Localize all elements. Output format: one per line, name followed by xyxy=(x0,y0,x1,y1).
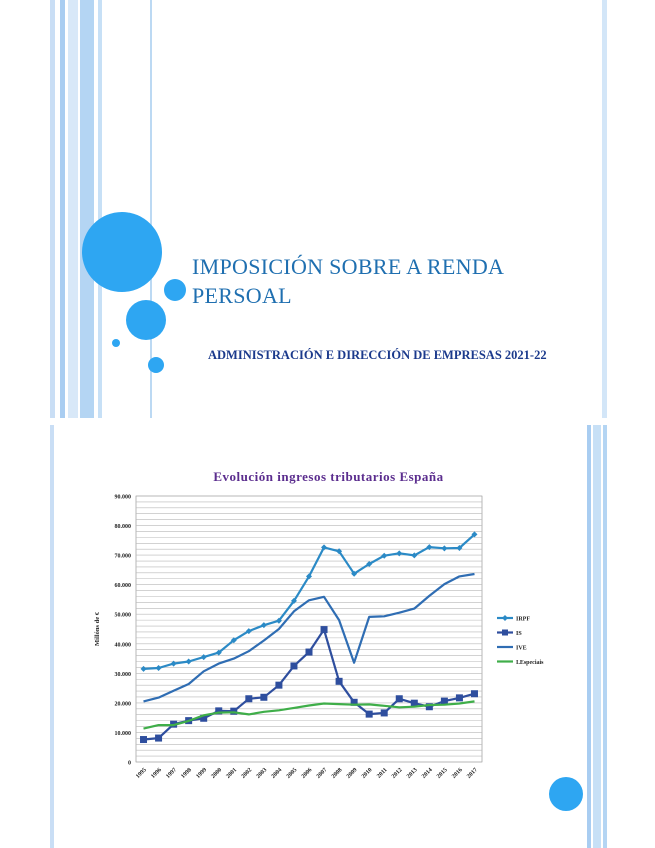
x-tick-label: 2001 xyxy=(225,767,239,780)
legend-marker xyxy=(502,615,508,621)
decor-circle xyxy=(126,300,166,340)
x-tick-label: 1995 xyxy=(135,767,148,780)
data-point xyxy=(471,690,478,697)
legend-marker xyxy=(502,630,508,636)
data-point xyxy=(155,735,162,742)
x-tick-label: 2005 xyxy=(285,767,299,780)
data-point xyxy=(456,694,463,701)
y-tick-label: 70.000 xyxy=(114,553,131,560)
chart-title: Evolución ingresos tributarios España xyxy=(213,469,444,484)
x-tick-label: 1996 xyxy=(150,767,163,780)
slide-title: IMPOSICIÓN SOBRE A RENDA PERSOAL xyxy=(192,254,503,308)
y-tick-label: 30.000 xyxy=(114,671,131,678)
slide-subtitle: ADMINISTRACIÓN E DIRECCIÓN DE EMPRESAS 2021-22 xyxy=(208,348,547,362)
x-tick-label: 2000 xyxy=(210,767,224,780)
data-point xyxy=(321,626,328,633)
x-tick-label: 1998 xyxy=(180,767,194,780)
x-tick-label: 2011 xyxy=(376,767,389,780)
decor-stripe xyxy=(68,0,78,418)
decor-stripe xyxy=(60,0,65,418)
data-point xyxy=(245,695,252,702)
x-tick-label: 2008 xyxy=(330,767,344,780)
x-tick-label: 2013 xyxy=(405,767,419,780)
decor-circle xyxy=(82,212,162,292)
decor-stripe xyxy=(150,0,152,418)
x-tick-label: 1997 xyxy=(165,767,179,780)
x-tick-label: 2006 xyxy=(300,767,314,780)
x-tick-label: 2009 xyxy=(345,767,359,780)
decor-stripe xyxy=(602,0,607,418)
decor-circle xyxy=(112,339,120,347)
decor-circle xyxy=(164,279,186,301)
chart-slide xyxy=(50,425,607,848)
data-point xyxy=(381,709,388,716)
legend-label: IVE xyxy=(516,645,527,652)
data-point xyxy=(290,662,297,669)
x-tick-label: 2002 xyxy=(240,767,254,780)
data-point xyxy=(336,678,343,685)
y-tick-label: 50.000 xyxy=(114,612,131,619)
x-tick-label: 2007 xyxy=(315,767,329,780)
x-tick-label: 2015 xyxy=(436,767,449,780)
line-chart xyxy=(50,425,607,848)
x-tick-label: 2017 xyxy=(466,767,479,780)
y-tick-label: 0 xyxy=(128,760,131,767)
x-tick-label: 1999 xyxy=(195,767,209,780)
y-tick-label: 60.000 xyxy=(114,583,131,590)
x-tick-label: 2010 xyxy=(360,767,374,780)
y-axis-label: Millóns de € xyxy=(94,612,101,646)
x-tick-label: 2016 xyxy=(451,767,464,780)
decor-stripe xyxy=(80,0,94,418)
data-point xyxy=(140,736,147,743)
y-tick-label: 20.000 xyxy=(114,701,131,708)
decor-circle xyxy=(148,357,164,373)
data-point xyxy=(396,695,403,702)
data-point xyxy=(306,649,313,656)
legend-label: I.Especiais xyxy=(516,660,544,666)
data-point xyxy=(275,682,282,689)
decor-stripe xyxy=(98,0,102,418)
x-tick-label: 2012 xyxy=(390,767,404,780)
legend-label: IS xyxy=(516,631,522,637)
y-tick-label: 80.000 xyxy=(114,524,131,531)
data-point xyxy=(366,711,373,718)
y-tick-label: 90.000 xyxy=(114,494,131,501)
data-point xyxy=(260,694,267,701)
x-tick-label: 2014 xyxy=(421,767,434,780)
decor-stripe xyxy=(50,0,55,418)
title-slide xyxy=(50,0,607,418)
y-tick-label: 10.000 xyxy=(114,730,131,737)
y-tick-label: 40.000 xyxy=(114,642,131,649)
x-tick-label: 2003 xyxy=(255,767,269,780)
x-tick-label: 2004 xyxy=(270,767,284,780)
legend-label: IRPF xyxy=(516,616,530,623)
